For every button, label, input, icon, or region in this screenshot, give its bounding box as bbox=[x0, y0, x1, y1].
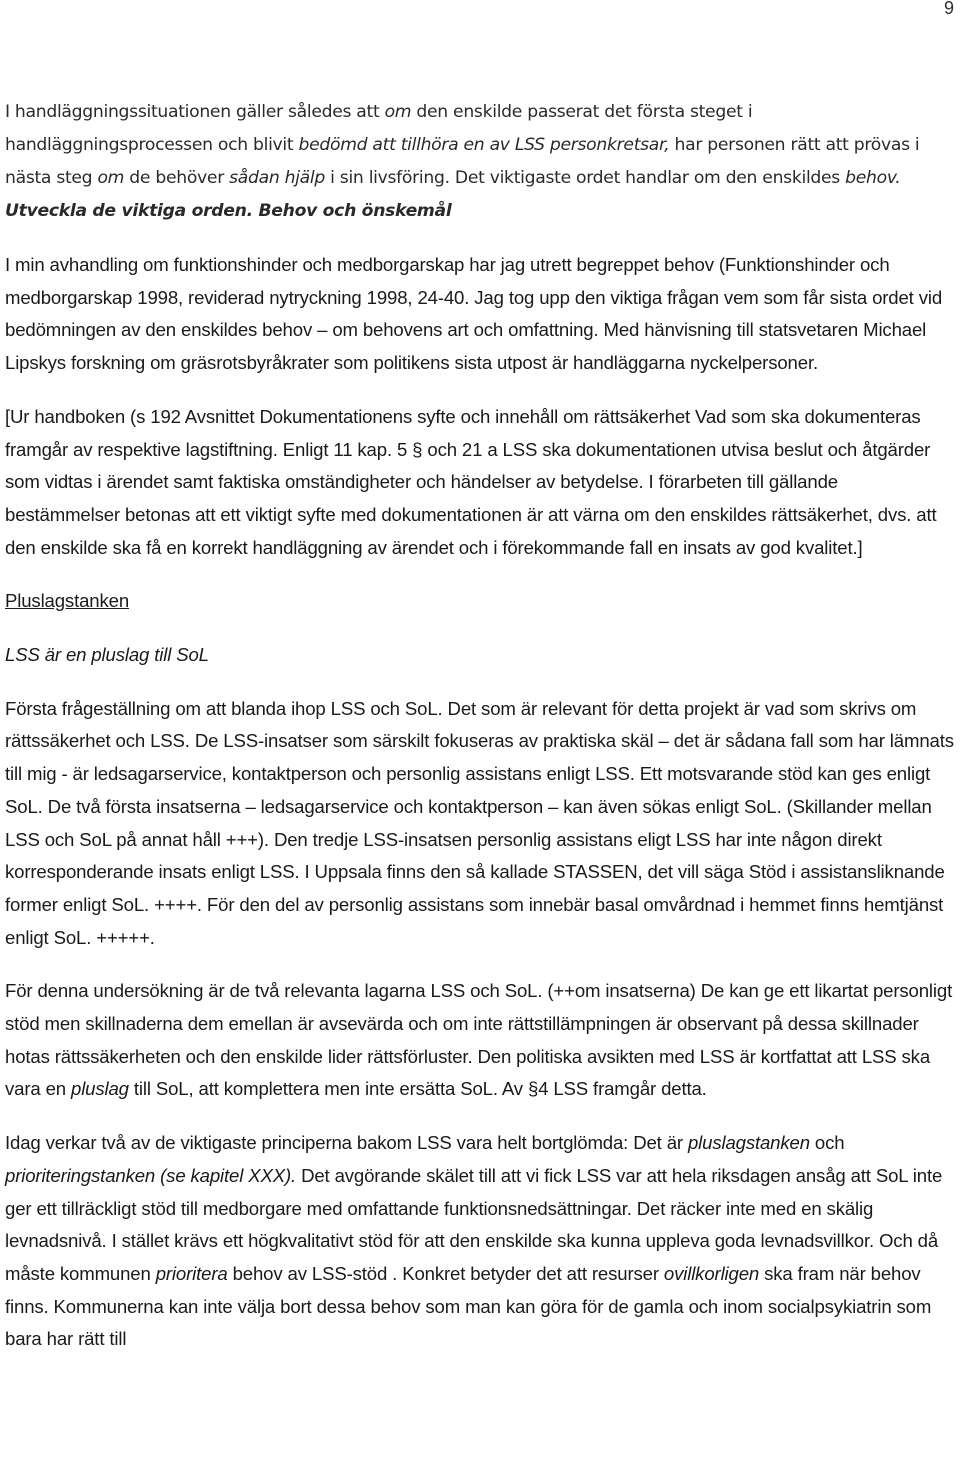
paragraph-handboken: [Ur handboken (s 192 Avsnittet Dokumentationens syfte och innehåll om rättsäkerhet Vad som ska dokumenteras framgår av respektive lagstiftning. Enligt 11 kap. 5 § och 21 a LSS ska dokumentationen utvisa beslut och åtgärder som vidtas i ärendet samt faktiska omständigheter och händelser av betydelse. I förarbeten till gällande bestämmelser betonas att ett viktigt syfte med dokumentationen är att värna om den enskildes rättsäkerhet, dvs. att den enskilde ska få en korrekt handläggning av ärendet och i förekommande fall en insats av god kvalitet.] bbox=[5, 405, 937, 558]
paragraph-undersokning bbox=[5, 975, 957, 1106]
paragraph-principer bbox=[5, 1127, 957, 1356]
paragraph-fragestallning: Första frågeställning om att blanda ihop LSS och SoL. Det som är relevant för detta projekt är vad som skrivs om rättssäkerhet och LSS. De LSS-insatser som särskilt fokuseras av praktiska skäl – det är sådana fall som har lämnats till mig - är ledsagarservice, kontaktperson och personlig assistans enligt LSS. Ett motsvarande stöd kan ges enligt SoL. De två första insatserna – ledsagarservice och kontaktperson – kan även sökas enligt SoL. (Skillander mellan LSS och SoL på annat håll +++). Den tredje LSS-insatsen personlig assistans eligt LSS har inte någon direkt korresponderande insats enligt LSS. I Uppsala finns den så kallade STASSEN, det vill säga Stöd i assistansliknande former enligt SoL. ++++. För den del av personlig assistans som innebär basal omvårdnad i hemmet finns hemtjänst enligt SoL. +++++. bbox=[5, 697, 954, 948]
emphasis: bedömd att tillhöra en av LSS personkretsar, bbox=[298, 135, 670, 155]
text: ska fram när behov finns. Kommunerna kan inte välja bort dessa behov som man kan göra för de gamla och inom socialpsykiatrin som bara har rätt till bbox=[5, 1262, 932, 1350]
emphasis: om bbox=[384, 102, 412, 122]
text: och bbox=[809, 1132, 845, 1154]
text: till SoL, att komplettera men inte ersätta SoL. Av §4 LSS framgår detta. bbox=[128, 1078, 707, 1100]
paragraph-avhandling: I min avhandling om funktionshinder och medborgarskap har jag utrett begreppet behov (Funktionshinder och medborgarskap 1998, reviderad nytryckning 1998, 24-40. Jag tog upp den viktiga frågan vem som får sista ordet vid bedömningen av den enskildes behov – om behovens art och omfattning. Med hänvisning till statsvetaren Michael Lipskys forskning om gräsrotsbyråkrater som politikens sista utpost är handläggarna nyckelpersoner. bbox=[5, 254, 943, 374]
subheading-lss-pluslag bbox=[5, 639, 957, 672]
text: Det avgörande skälet till att vi fick LSS var att hela riksdagen ansåg att SoL inte ger ett tillräckligt stöd till medborgare med omfattande funktionsnedsättningar. Det räcker inte med en skälig levnadsnivå. I stället krävs ett högkvalitativt stöd för att den enskilde ska kunna uppleva goda levnadsvillkor. Och då måste kommunen bbox=[5, 1164, 943, 1284]
emphasis: prioritera bbox=[155, 1262, 228, 1284]
text: de behöver bbox=[124, 168, 230, 188]
text: Idag verkar två av de viktigaste principerna bakom LSS vara helt bortglömda: Det är bbox=[5, 1132, 688, 1154]
text: I handläggningssituationen gäller således att bbox=[5, 102, 385, 122]
emphasis: ovillkorligen bbox=[663, 1262, 760, 1284]
emphasis: om bbox=[97, 168, 125, 188]
emphasis: prioriteringstanken (se kapitel XXX). bbox=[5, 1164, 297, 1186]
document-body bbox=[5, 96, 957, 1356]
note-bold-italic: Utveckla de viktiga orden. Behov och önskemål bbox=[5, 201, 452, 221]
text: den enskilde passerat det första steget i handläggningsprocessen och blivit bbox=[5, 102, 753, 155]
emphasis: sådan hjälp bbox=[229, 168, 325, 188]
subheading-text: LSS är en pluslag till SoL bbox=[5, 644, 209, 666]
text: har personen rätt att prövas i nästa steg bbox=[5, 135, 920, 188]
page-number: 9 bbox=[943, 0, 954, 18]
emphasis: behov. bbox=[845, 168, 901, 188]
paragraph-intro bbox=[5, 96, 957, 228]
emphasis: pluslag bbox=[71, 1078, 129, 1100]
section-heading-pluslagstanken: Pluslagstanken bbox=[5, 590, 130, 612]
text: i sin livsföring. Det viktigaste ordet handlar om den enskildes bbox=[325, 168, 846, 188]
emphasis: pluslagstanken bbox=[687, 1132, 810, 1154]
text: behov av LSS-stöd . Konkret betyder det att resurser bbox=[227, 1262, 664, 1284]
text: För denna undersökning är de två relevanta lagarna LSS och SoL. (++om insatserna) De kan ge ett likartat personligt stöd men skillnaderna dem emellan är avsevärda och om inte rättstillämpningen är observant på dessa skillnader hotas rättssäkerheten och den enskilde lider rättsförluster. Den politiska avsikten med LSS är kortfattat att LSS ska vara en bbox=[5, 980, 953, 1100]
